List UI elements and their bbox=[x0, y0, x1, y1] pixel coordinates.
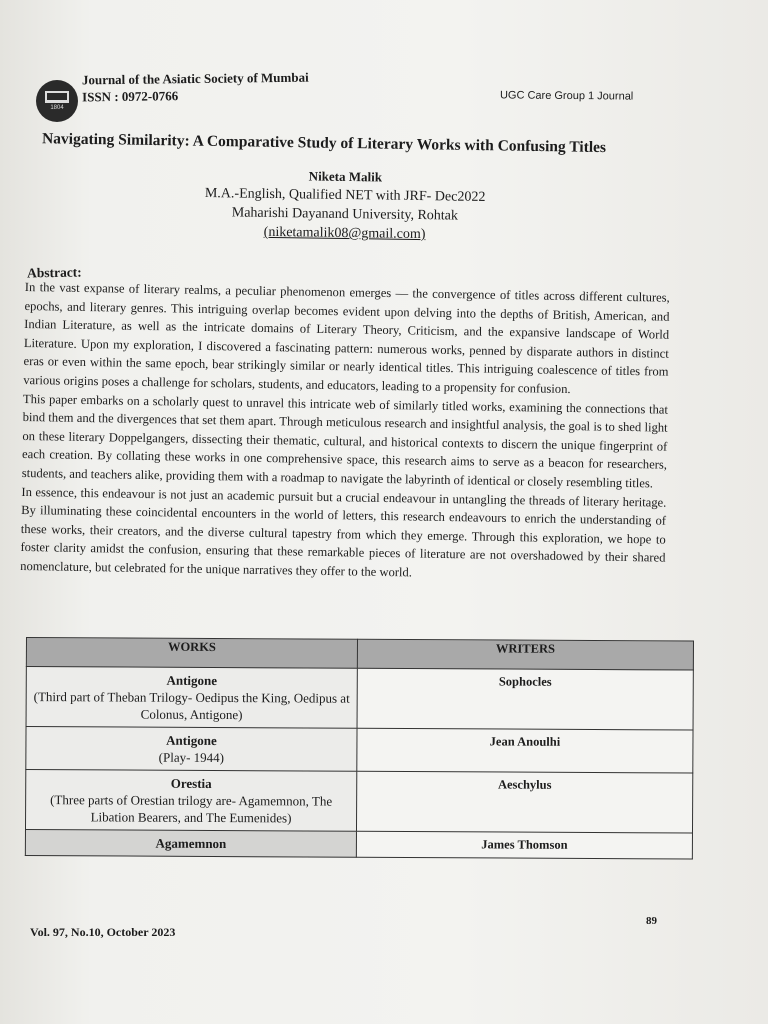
author-name: Niketa Malik bbox=[308, 168, 383, 185]
work-title: Antigone bbox=[166, 672, 218, 689]
column-header-writers: WRITERS bbox=[357, 639, 693, 670]
author-block bbox=[149, 164, 540, 245]
work-title: Orestia bbox=[170, 775, 212, 791]
table-row bbox=[25, 830, 692, 859]
work-cell bbox=[25, 770, 356, 832]
table-row bbox=[26, 727, 693, 773]
abstract-heading: Abstract: bbox=[26, 264, 82, 281]
author-qualification: M.A.-English, Qualified NET with JRF- Dec2022 bbox=[204, 186, 486, 205]
writer-cell: Sophocles bbox=[357, 668, 693, 730]
author-email: (niketamalik08@gmail.com) bbox=[263, 224, 426, 243]
work-cell bbox=[25, 830, 356, 858]
ugc-label: UGC Care Group 1 Journal bbox=[499, 89, 634, 103]
work-cell bbox=[26, 667, 357, 729]
works-writers-table bbox=[25, 637, 694, 859]
work-detail: (Three parts of Orestian trilogy are- Agamemnon, The Libation Bearers, and The Eumenides) bbox=[50, 792, 333, 826]
table-row bbox=[26, 667, 693, 730]
writer-cell: Aeschylus bbox=[356, 771, 692, 833]
writer-cell: Jean Anoulhi bbox=[357, 728, 693, 773]
work-detail: (Third part of Theban Trilogy- Oedipus the King, Oedipus at Colonus, Antigone) bbox=[33, 689, 350, 723]
table-row bbox=[25, 770, 692, 833]
author-university: Maharishi Dayanand University, Rohtak bbox=[231, 205, 459, 224]
abstract-paragraph: In the vast expanse of literary realms, a peculiar phenomenon emerges — the convergence of titles across different cultures, epochs, and literary genres. This intriguing overlap becomes evident upon delving into the depths of British, American, and Indian Literature, as well as the intricate domains of Literary Theory, Criticism, and the expansive landscape of World Literature. Upon my exploration, I discovered a fascinating pattern: numerous works, penned by disparate authors in distinct eras or even within the same epoch, bear strikingly similar or nearly identical titles. This intriguing coalescence of titles from various origins poses a challenge for scholars, students, and educators, leading to a propensity for confusion. bbox=[23, 279, 670, 397]
abstract-body bbox=[20, 278, 670, 586]
abstract-paragraph: In essence, this endeavour is not just an academic pursuit but a crucial endeavour in untangling the threads of literary heritage. By illuminating these coincidental encounters in the world of letters, this research endeavours to enrich the understanding of these works, their creators, and the diverse cultural tapestry from which they emerge. Through this exploration, we hope to foster clarity amidst the confusion, ensuring that these remarkable pieces of literature are not overshadowed by their shared nomenclature, but celebrated for the unique narratives they offer to the world. bbox=[20, 484, 667, 580]
page-number: 89 bbox=[646, 915, 657, 927]
society-logo-icon: 1804 bbox=[36, 80, 78, 122]
volume-footer: Vol. 97, No.10, October 2023 bbox=[30, 925, 176, 939]
journal-header bbox=[82, 69, 309, 106]
abstract-paragraph: This paper embarks on a scholarly quest to unravel this intricate web of similarly titled works, examining the connections that bind them and the divergences that set them apart. Through meticulous research and insightful analysis, the goal is to shed light on these literary Doppelgangers, dissecting their thematic, cultural, and historical contexts to discern the unique fingerprint of each creation. By collating these works in one comprehensive space, this research aims to serve as a beacon for researchers, students, and teachers alike, providing them with a roadmap to navigate the labyrinth of identical or closely resembling titles. bbox=[21, 391, 669, 491]
table-header-row bbox=[26, 638, 693, 670]
work-title: Antigone bbox=[166, 732, 217, 749]
work-cell bbox=[26, 727, 357, 772]
work-detail: (Play- 1944) bbox=[158, 749, 225, 766]
work-title: Agamemnon bbox=[155, 835, 227, 852]
writer-cell: James Thomson bbox=[356, 831, 692, 859]
column-header-works: WORKS bbox=[26, 638, 357, 669]
journal-issn: ISSN : 0972-0766 bbox=[82, 88, 179, 105]
journal-name: Journal of the Asiatic Society of Mumbai bbox=[81, 69, 309, 88]
paper-title: Navigating Similarity: A Comparative Study of Literary Works with Confusing Titles bbox=[41, 130, 607, 157]
